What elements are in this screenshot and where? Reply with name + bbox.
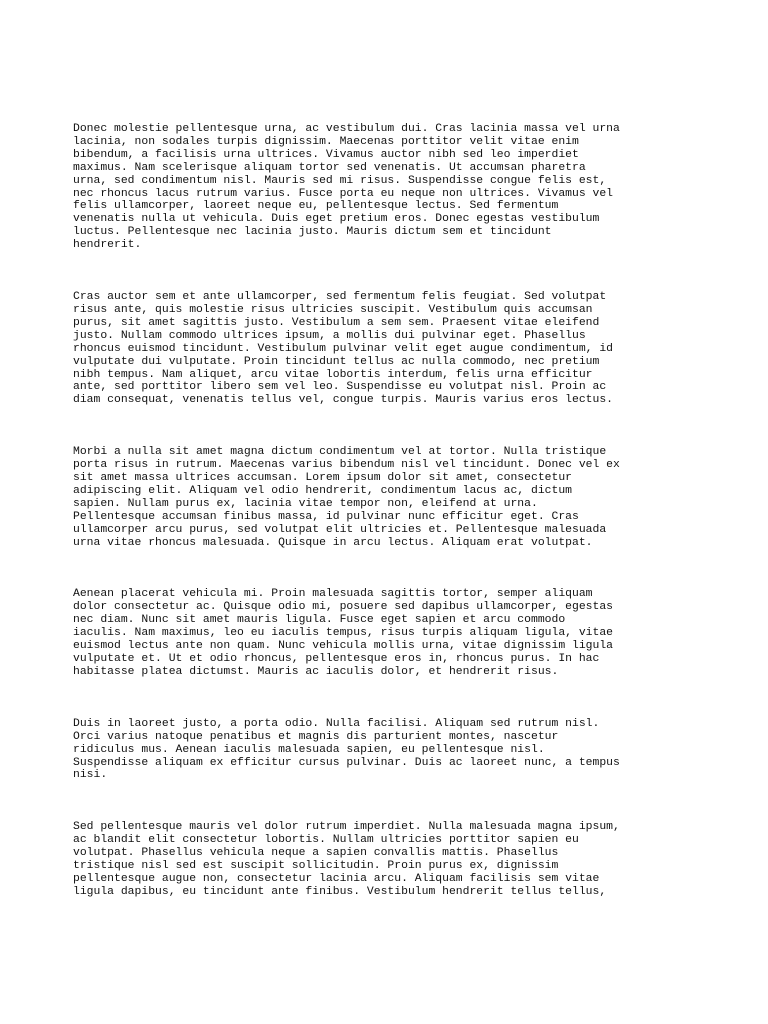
paragraph-5: Duis in laoreet justo, a porta odio. Nulla facilisi. Aliquam sed rutrum nisl. Orci varius natoque penatibus et magnis dis parturient montes, nascetur ridiculus mus. Aenean iaculis malesuada sapien, eu pellentesque nisl. Suspendisse aliquam ex efficitur cursus pulvinar. Duis ac laoreet nunc, a tempus nisi. <box>73 717 620 782</box>
paragraph-3: Morbi a nulla sit amet magna dictum condimentum vel at tortor. Nulla tristique porta risus in rutrum. Maecenas varius bibendum nisl vel tincidunt. Donec vel ex sit amet massa ultrices accumsan. Lorem ipsum dolor sit amet, consectetur adipiscing elit. Aliquam vel odio hendrerit, condimentum lacus ac, dictum sapien. Nullam purus ex, lacinia vitae tempor non, eleifend at urna. Pellentesque accumsan finibus massa, id pulvinar nunc efficitur eget. Cras ullamcorper arcu purus, sed volutpat elit ultricies et. Pellentesque malesuada urna vitae rhoncus malesuada. Quisque in arcu lectus. Aliquam erat volutpat. <box>73 446 620 549</box>
paragraph-2: Cras auctor sem et ante ullamcorper, sed fermentum felis feugiat. Sed volutpat risus ante, quis molestie risus ultricies suscipit. Vestibulum quis accumsan purus, sit amet sagittis justo. Vestibulum a sem sem. Praesent vitae eleifend justo. Nullam commodo ultrices ipsum, a mollis dui pulvinar eget. Phasellus rhoncus euismod tincidunt. Vestibulum pulvinar velit eget augue condimentum, id vulputate dui vulputate. Proin tincidunt tellus ac nulla commodo, nec pretium nibh tempus. Nam aliquet, arcu vitae lobortis interdum, felis urna efficitur ante, sed porttitor libero sem vel leo. Suspendisse eu volutpat nisl. Proin ac diam consequat, venenatis tellus vel, congue turpis. Mauris varius eros lectus. <box>73 291 614 407</box>
paragraph-1: Donec molestie pellentesque urna, ac vestibulum dui. Cras lacinia massa vel urna lacinia, non sodales turpis dignissim. Maecenas porttitor velit vitae enim bibendum, a facilisis urna ultrices. Vivamus auctor nibh sed leo imperdiet maximus. Nam scelerisque aliquam tortor sed venenatis. Ut accumsan pharetra urna, sed condimentum nisl. Mauris sed mi risus. Suspendisse congue felis est, nec rhoncus lacus rutrum varius. Fusce porta eu neque non ultrices. Vivamus vel felis ullamcorper, laoreet neque eu, pellentesque lectus. Sed fermentum venenatis nulla ut vehicula. Duis eget pretium eros. Donec egestas vestibulum luctus. Pellentesque nec lacinia justo. Mauris dictum sem et tincidunt hendrerit. <box>73 123 620 252</box>
paragraph-6: Sed pellentesque mauris vel dolor rutrum imperdiet. Nulla malesuada magna ipsum, ac blandit elit consectetur lobortis. Nullam ultricies porttitor sapien eu volutpat. Phasellus vehicula neque a sapien convallis mattis. Phasellus tristique nisl sed est suscipit sollicitudin. Proin purus ex, dignissim pellentesque augue non, consectetur lacinia arcu. Aliquam facilisis sem vitae ligula dapibus, eu tincidunt ante finibus. Vestibulum hendrerit tellus tellus, <box>73 821 620 898</box>
paragraph-4: Aenean placerat vehicula mi. Proin malesuada sagittis tortor, semper aliquam dolor consectetur ac. Quisque odio mi, posuere sed dapibus ullamcorper, egestas nec diam. Nunc sit amet mauris ligula. Fusce eget sapien et arcu commodo iaculis. Nam maximus, leo eu iaculis tempus, risus turpis aliquam ligula, vitae euismod lectus ante non quam. Nunc vehicula mollis urna, vitae dignissim ligula vulputate et. Ut et odio rhoncus, pellentesque eros in, rhoncus purus. In hac habitasse platea dictumst. Mauris ac iaculis dolor, et hendrerit risus. <box>73 588 614 678</box>
document-body <box>73 123 697 899</box>
